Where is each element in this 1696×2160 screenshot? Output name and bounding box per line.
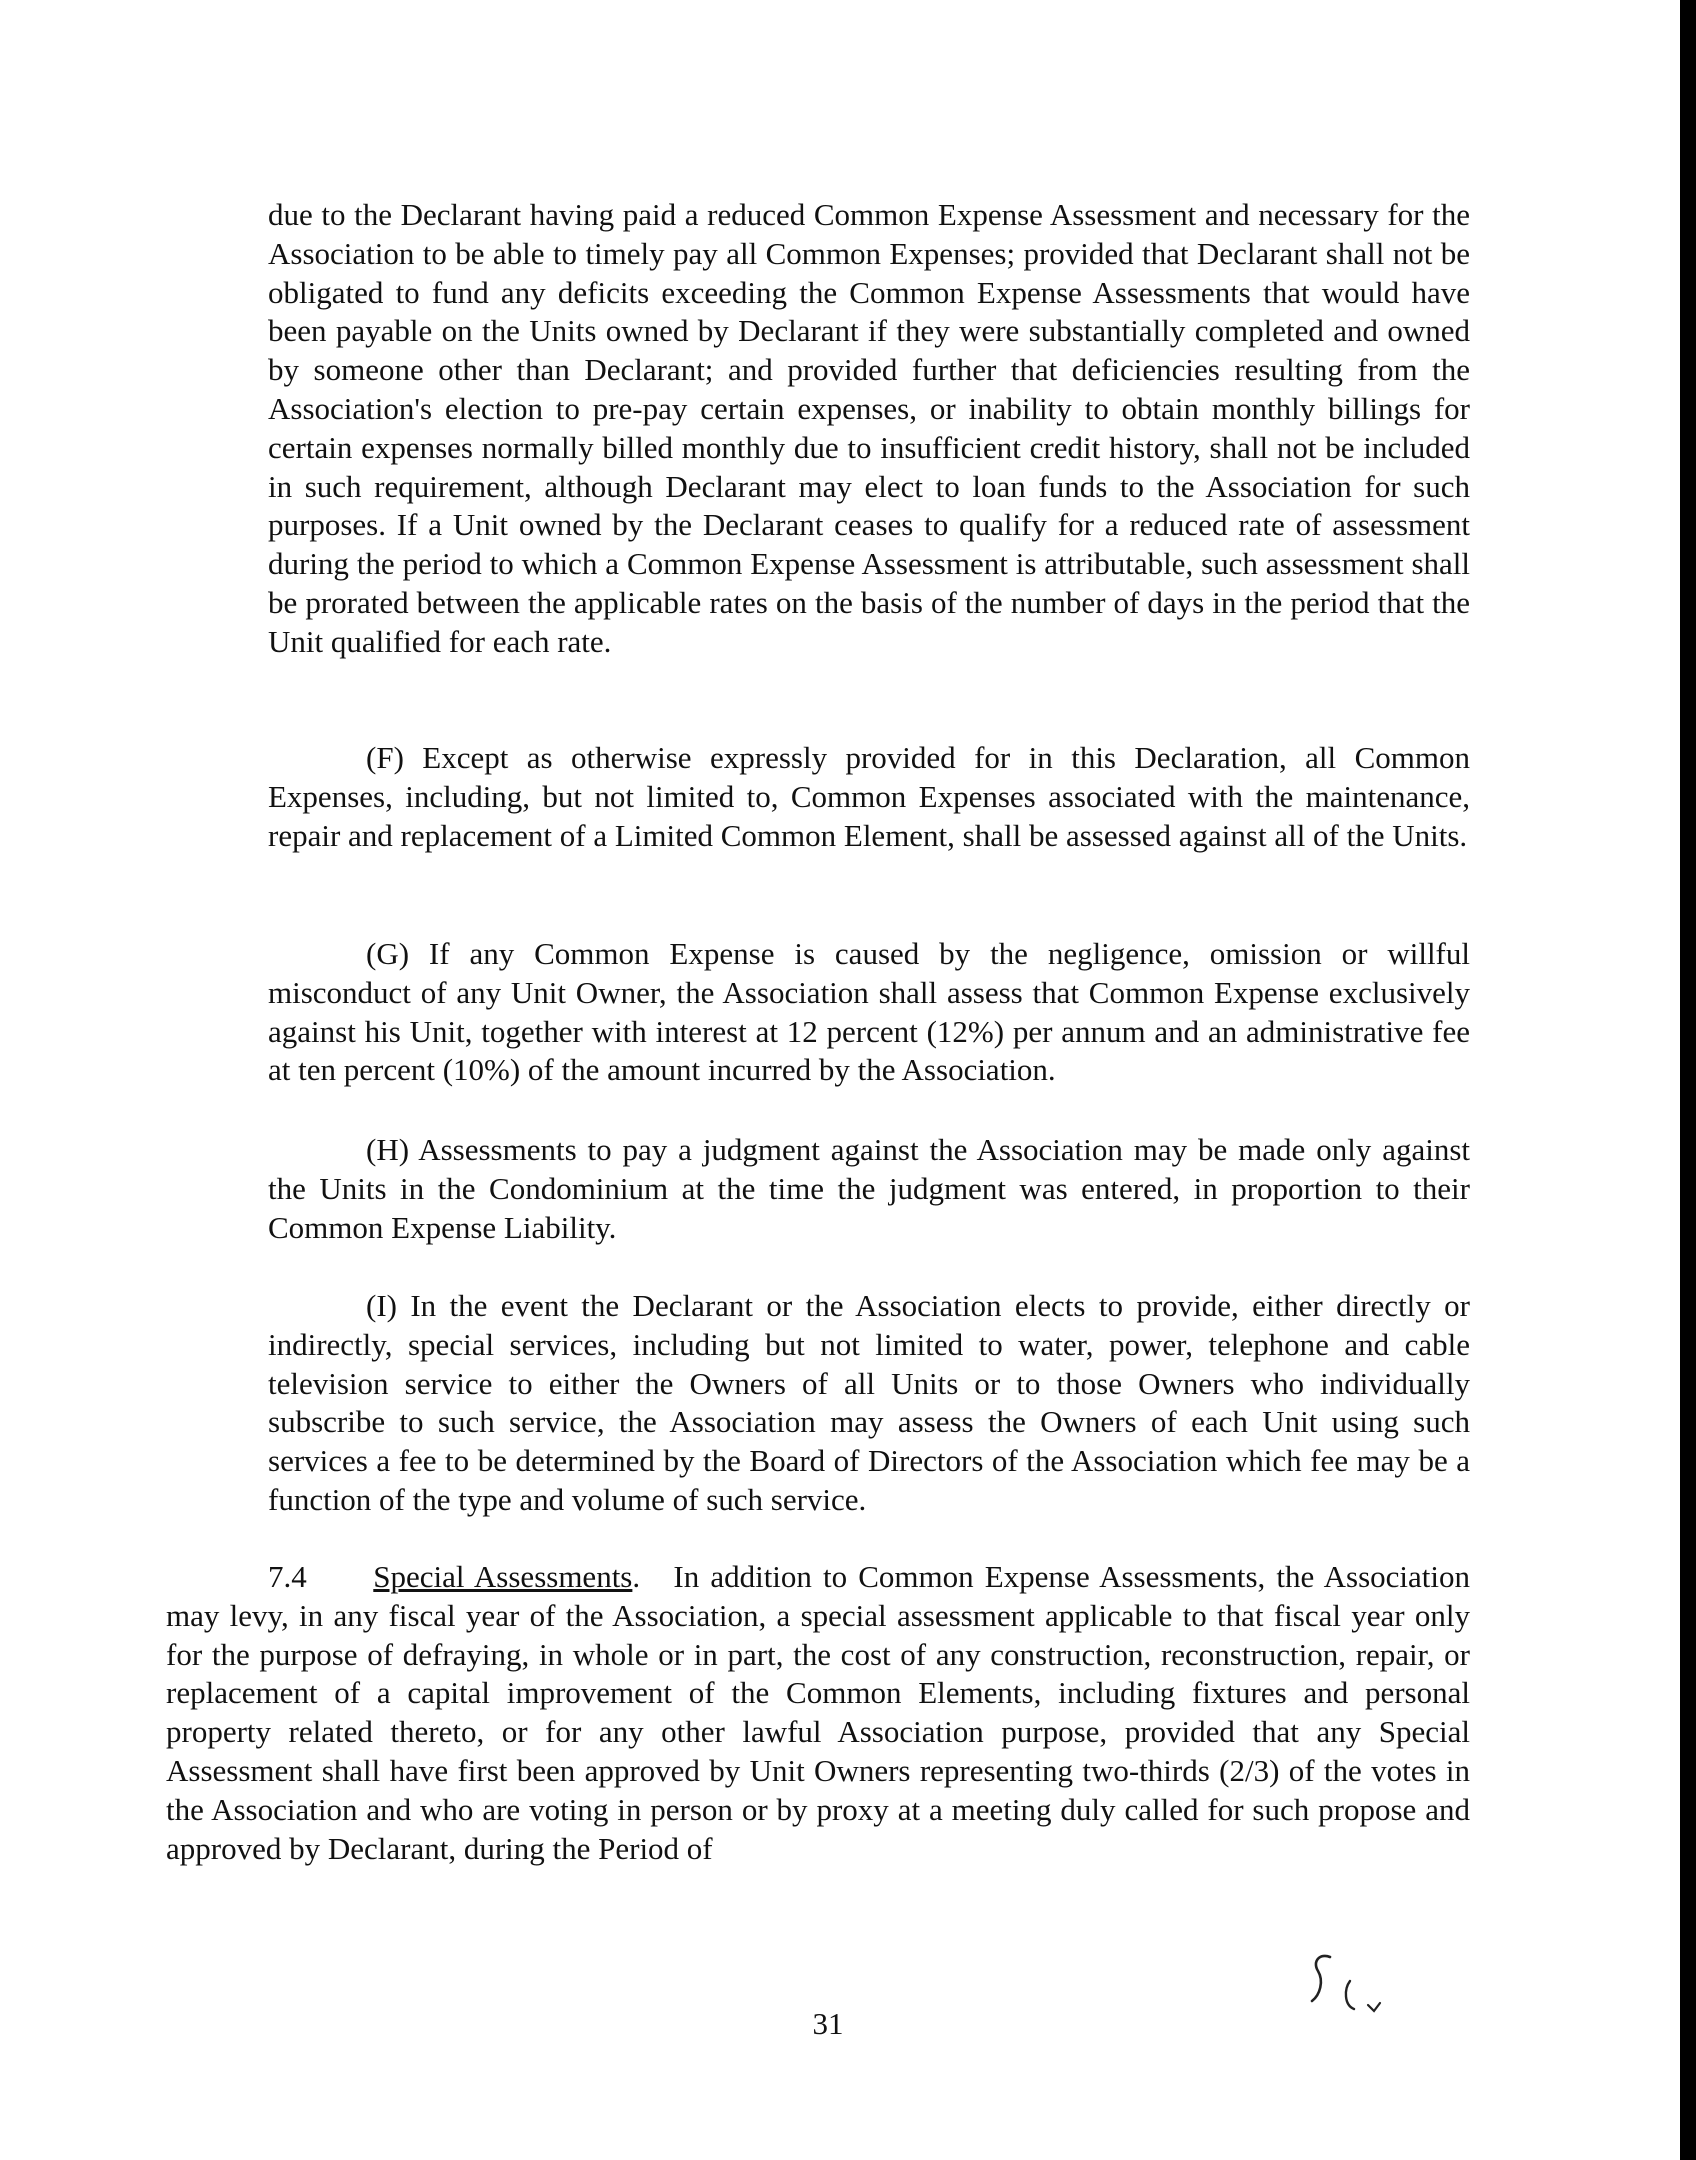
page-number: 31 (812, 2006, 844, 2041)
section-title-period: . (632, 1559, 641, 1594)
continuation-paragraph: due to the Declarant having paid a reduced Common Expense Assessment and necessary for the Association to be able to timely pay all Common Expenses; provided that Declarant shall not be obligated to fund any deficits exceeding the Common Expense Assessments that would have been payable on the Units owned by Declarant if they were substantially completed and owned by someone other than Declarant; and provided further that deficiencies resulting from the Association's election to pre-pay certain expenses, or inability to obtain monthly billings for certain expenses normally billed monthly due to insufficient credit history, shall not be included in such requirement, although Declarant may elect to loan funds to the Association for such purposes. If a Unit owned by the Declarant ceases to qualify for a reduced rate of assessment during the period to which a Common Expense Assessment is attributable, such assessment shall be prorated between the applicable rates on the basis of the number of days in the period that the Unit qualified for each rate. (268, 197, 1470, 659)
handwritten-initials (1298, 1945, 1418, 2025)
section-number: 7.4 (268, 1559, 307, 1594)
section-body: In addition to Common Expense Assessments, the Association may levy, in any fiscal year of the Association, a special assessment applicable to that fiscal year only for the purpose of defraying, in whole or in part, the cost of any construction, reconstruction, repair, or replacement of a capital improvement of the Common Elements, including fixtures and personal property related thereto, or for any other lawful Association purpose, provided that any Special Assessment shall have first been approved by Unit Owners representing two-thirds (2/3) of the votes in the Association and who are voting in person or by proxy at a meeting duly called for such propose and approved by Declarant, during the Period of (166, 1559, 1471, 1866)
section-7-4-paragraph (166, 1558, 1470, 1868)
paragraph-i: (I) In the event the Declarant or the Association elects to provide, either directly or indirectly, special services, including but not limited to water, power, telephone and cable television service to either the Owners of all Units or to those Owners who individually subscribe to such service, the Association may assess the Owners of each Unit using such services a fee to be determined by the Board of Directors of the Association which fee may be a function of the type and volume of such service. (268, 1288, 1470, 1517)
section-title: Special Assessments (373, 1559, 633, 1594)
paragraph-h: (H) Assessments to pay a judgment against the Association may be made only against the Units in the Condominium at the time the judgment was entered, in proportion to their Common Expense Liability. (268, 1132, 1470, 1245)
paragraph-g: (G) If any Common Expense is caused by the negligence, omission or willful misconduct of any Unit Owner, the Association shall assess that Common Expense exclusively against his Unit, together with interest at 12 percent (12%) per annum and an administrative fee at ten percent (10%) of the amount incurred by the Association. (268, 936, 1470, 1088)
scan-edge-border (1680, 0, 1696, 2160)
paragraph-f: (F) Except as otherwise expressly provided for in this Declaration, all Common Expenses, including, but not limited to, Common Expenses associated with the maintenance, repair and replacement of a Limited Common Element, shall be assessed against all of the Units. (268, 740, 1470, 853)
